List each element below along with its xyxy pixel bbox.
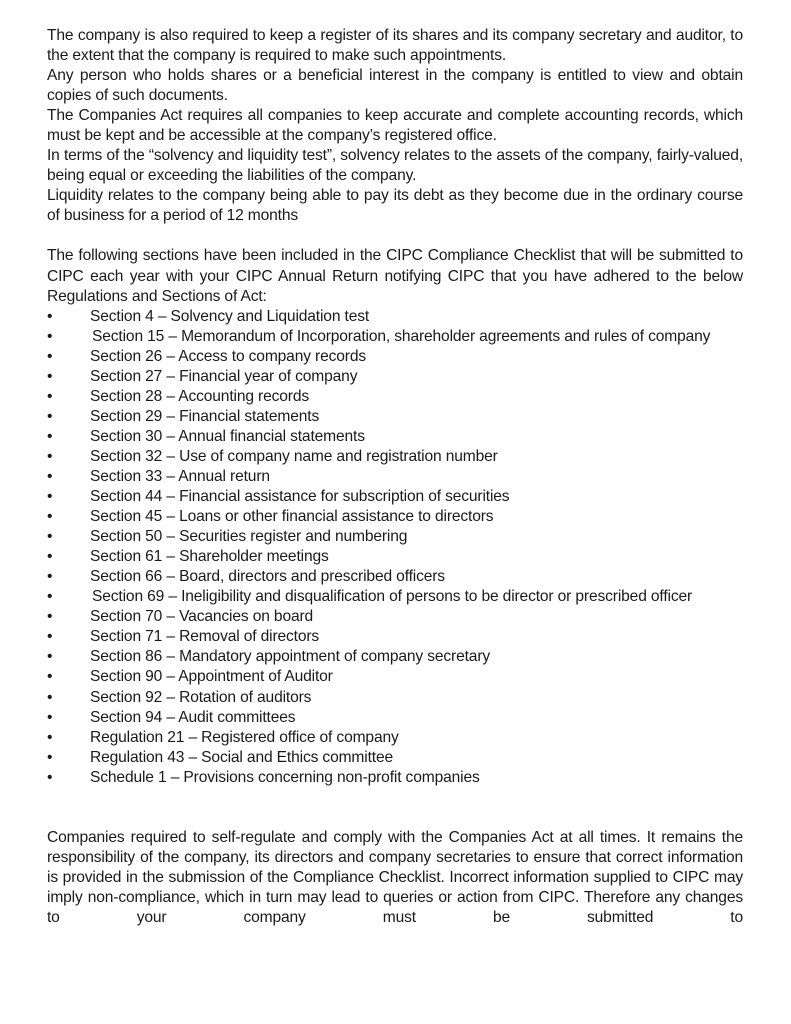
bullet-icon: •	[47, 307, 53, 325]
list-item	[47, 748, 743, 768]
list-item	[47, 607, 743, 627]
list-item	[47, 407, 743, 427]
spacer	[47, 226, 743, 246]
list-item-text: Section 28 – Accounting records	[90, 387, 309, 405]
bullet-icon: •	[47, 447, 53, 465]
bullet-icon: •	[47, 688, 53, 706]
list-item	[47, 527, 743, 547]
list-item-text: Section 4 – Solvency and Liquidation test	[90, 307, 370, 325]
document-page	[47, 26, 743, 928]
list-item-text: Section 30 – Annual financial statements	[90, 427, 365, 445]
list-item-text: Section 66 – Board, directors and prescribed officers	[90, 568, 445, 586]
list-item-text: Regulation 43 – Social and Ethics committee	[90, 748, 393, 766]
list-item	[47, 667, 743, 687]
bullet-icon: •	[47, 668, 53, 686]
list-item	[47, 627, 743, 647]
list-item-text: Section 90 – Appointment of Auditor	[90, 668, 333, 686]
intro-paragraph-solvency: In terms of the “solvency and liquidity test”, solvency relates to the assets of the company, fairly-valued, being equal or exceeding the liabilities of the company.	[47, 147, 743, 185]
closing-paragraph: Companies required to self-regulate and comply with the Companies Act at all times. It remains the responsibility of the company, its directors and company secretaries to ensure that correct information is provided in the submission of the Compliance Checklist. Incorrect information supplied to CIPC may imply non-compliance, which in turn may lead to queries or action from CIPC. Therefore any changes to your company must be submitted to	[47, 828, 743, 926]
list-item-text: Regulation 21 – Registered office of company	[90, 728, 399, 746]
bullet-icon: •	[47, 427, 53, 445]
bullet-icon: •	[47, 768, 53, 786]
bullet-icon: •	[47, 327, 53, 345]
spacer	[47, 788, 743, 828]
list-item	[47, 507, 743, 527]
bullet-icon: •	[47, 407, 53, 425]
bullet-icon: •	[47, 528, 53, 546]
list-item-text: Section 15 – Memorandum of Incorporation, shareholder agreements and rules of company	[92, 327, 711, 345]
bullet-icon: •	[47, 347, 53, 365]
list-item-text: Section 61 – Shareholder meetings	[90, 548, 329, 566]
list-item	[47, 768, 743, 788]
intro-paragraph-access: Any person who holds shares or a beneficial interest in the company is entitled to view and obtain copies of such documents.	[47, 67, 743, 105]
list-item	[47, 327, 743, 347]
list-item-text: Section 94 – Audit committees	[90, 708, 296, 726]
bullet-icon: •	[47, 648, 53, 666]
bullet-icon: •	[47, 588, 53, 606]
list-item-text: Section 45 – Loans or other financial assistance to directors	[90, 508, 494, 526]
list-item-text: Section 27 – Financial year of company	[90, 367, 358, 385]
list-item-text: Section 32 – Use of company name and registration number	[90, 447, 498, 465]
list-item	[47, 487, 743, 507]
list-item-text: Section 26 – Access to company records	[90, 347, 367, 365]
list-item-text: Section 33 – Annual return	[90, 467, 270, 485]
list-item	[47, 567, 743, 587]
list-item-text: Section 92 – Rotation of auditors	[90, 688, 312, 706]
list-item-text: Section 70 – Vacancies on board	[90, 608, 314, 626]
checklist-list	[47, 307, 743, 788]
list-item-text: Section 29 – Financial statements	[90, 407, 320, 425]
list-item-text: Section 71 – Removal of directors	[90, 628, 320, 646]
list-item-text: Section 69 – Ineligibility and disqualification of persons to be director or prescribed officer	[92, 588, 693, 606]
intro-paragraph-liquidity: Liquidity relates to the company being able to pay its debt as they become due in the ordinary course of business for a period of 12 months	[47, 187, 743, 225]
bullet-icon: •	[47, 548, 53, 566]
bullet-icon: •	[47, 367, 53, 385]
bullet-icon: •	[47, 608, 53, 626]
checklist-intro-paragraph: The following sections have been included in the CIPC Compliance Checklist that will be submitted to CIPC each year with your CIPC Annual Return notifying CIPC that you have adhered to the below Regulations and Sections of Act:	[47, 247, 743, 305]
bullet-icon: •	[47, 728, 53, 746]
list-item	[47, 728, 743, 748]
list-item-text: Schedule 1 – Provisions concerning non-profit companies	[90, 768, 480, 786]
bullet-icon: •	[47, 708, 53, 726]
intro-paragraph-register: The company is also required to keep a register of its shares and its company secretary and auditor, to the extent that the company is required to make such appointments.	[47, 27, 743, 65]
list-item-text: Section 50 – Securities register and numbering	[90, 528, 408, 546]
list-item	[47, 688, 743, 708]
list-item	[47, 587, 743, 607]
list-item	[47, 447, 743, 467]
intro-paragraph-accounting-records: The Companies Act requires all companies to keep accurate and complete accounting records, which must be kept and be accessible at the company’s registered office.	[47, 107, 743, 145]
bullet-icon: •	[47, 628, 53, 646]
bullet-icon: •	[47, 387, 53, 405]
list-item	[47, 708, 743, 728]
list-item	[47, 367, 743, 387]
list-item	[47, 547, 743, 567]
list-item	[47, 307, 743, 327]
bullet-icon: •	[47, 748, 53, 766]
bullet-icon: •	[47, 467, 53, 485]
list-item-text: Section 86 – Mandatory appointment of company secretary	[90, 648, 491, 666]
bullet-icon: •	[47, 488, 53, 506]
list-item	[47, 347, 743, 367]
list-item-text: Section 44 – Financial assistance for subscription of securities	[90, 488, 510, 506]
bullet-icon: •	[47, 568, 53, 586]
list-item	[47, 467, 743, 487]
bullet-icon: •	[47, 508, 53, 526]
list-item	[47, 387, 743, 407]
list-item	[47, 427, 743, 447]
list-item	[47, 647, 743, 667]
